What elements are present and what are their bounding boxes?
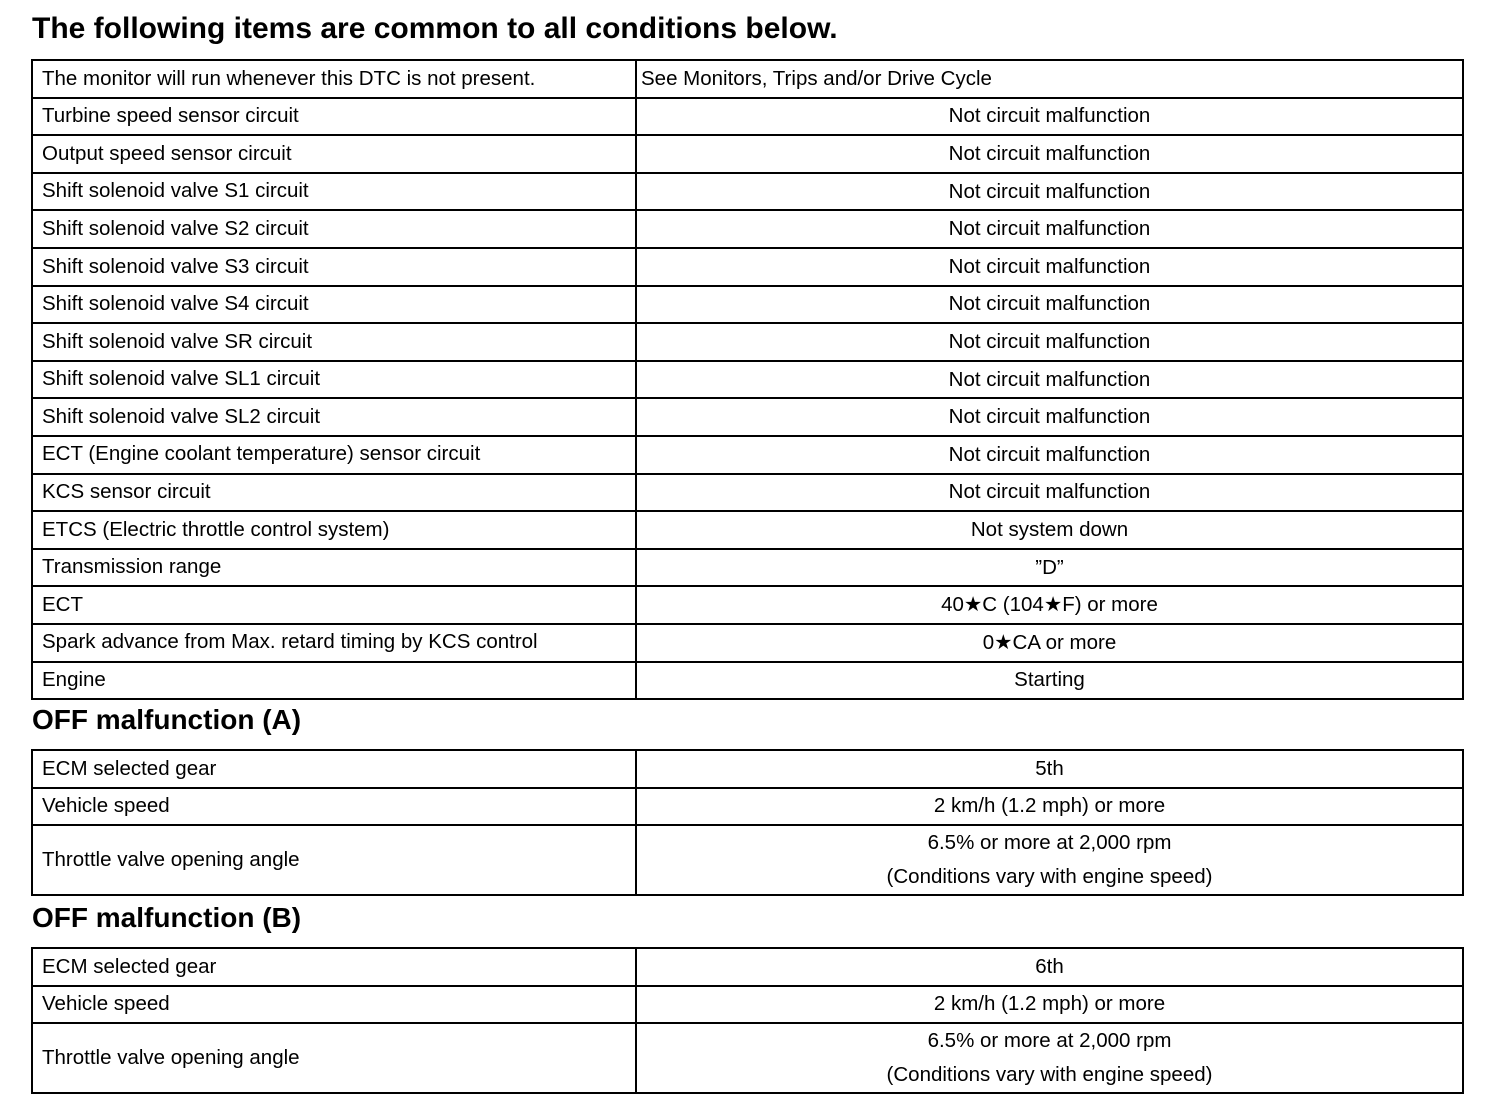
off-malfunction-b-table <box>31 947 1464 1094</box>
condition-item: Shift solenoid valve S2 circuit <box>32 210 636 248</box>
condition-item: Throttle valve opening angle <box>32 825 636 895</box>
table-row <box>32 323 1463 361</box>
condition-value: Not circuit malfunction <box>636 210 1463 248</box>
condition-item: Vehicle speed <box>32 986 636 1024</box>
condition-value: Not circuit malfunction <box>636 361 1463 399</box>
table-row <box>32 436 1463 474</box>
table-row <box>32 624 1463 662</box>
table-row <box>32 511 1463 549</box>
table-row <box>32 210 1463 248</box>
condition-value-line: 6.5% or more at 2,000 rpm <box>927 831 1172 855</box>
condition-item: Turbine speed sensor circuit <box>32 98 636 136</box>
condition-value: Not circuit malfunction <box>636 98 1463 136</box>
condition-value-note: (Conditions vary with engine speed) <box>886 865 1213 889</box>
condition-item: Throttle valve opening angle <box>32 1023 636 1093</box>
table-row <box>32 248 1463 286</box>
condition-value: Not circuit malfunction <box>636 398 1463 436</box>
condition-item: Shift solenoid valve SR circuit <box>32 323 636 361</box>
off-malfunction-b-heading: OFF malfunction (B) <box>32 902 302 933</box>
condition-item: Spark advance from Max. retard timing by KCS control <box>32 624 636 662</box>
table-row <box>32 825 1463 895</box>
condition-value: Starting <box>636 662 1463 700</box>
condition-item: Transmission range <box>32 549 636 587</box>
table-row <box>32 1023 1463 1093</box>
condition-item: Shift solenoid valve S4 circuit <box>32 286 636 324</box>
condition-value <box>636 1023 1463 1093</box>
condition-item: ECM selected gear <box>32 948 636 986</box>
condition-item: Shift solenoid valve S1 circuit <box>32 173 636 211</box>
condition-value: 6th <box>636 948 1463 986</box>
condition-value: Not circuit malfunction <box>636 248 1463 286</box>
condition-item: Vehicle speed <box>32 788 636 826</box>
table-row <box>32 361 1463 399</box>
condition-value-note: (Conditions vary with engine speed) <box>886 1063 1213 1087</box>
condition-value: See Monitors, Trips and/or Drive Cycle <box>636 60 1463 98</box>
table-row <box>32 986 1463 1024</box>
table-row <box>32 474 1463 512</box>
condition-value: ”D” <box>636 549 1463 587</box>
table-row <box>32 173 1463 211</box>
condition-value-line: 6.5% or more at 2,000 rpm <box>927 1029 1172 1053</box>
table-row <box>32 549 1463 587</box>
condition-value: Not circuit malfunction <box>636 474 1463 512</box>
table-row <box>32 586 1463 624</box>
table-row <box>32 948 1463 986</box>
condition-value: Not circuit malfunction <box>636 135 1463 173</box>
condition-value: Not circuit malfunction <box>636 173 1463 211</box>
table-row <box>32 662 1463 700</box>
condition-item: ECT (Engine coolant temperature) sensor circuit <box>32 436 636 474</box>
table-row <box>32 398 1463 436</box>
off-malfunction-a-heading: OFF malfunction (A) <box>32 704 302 735</box>
condition-value: Not circuit malfunction <box>636 286 1463 324</box>
table-row <box>32 135 1463 173</box>
table-row <box>32 788 1463 826</box>
condition-value: Not circuit malfunction <box>636 436 1463 474</box>
table-row <box>32 286 1463 324</box>
condition-value: 2 km/h (1.2 mph) or more <box>636 986 1463 1024</box>
condition-item: ECM selected gear <box>32 750 636 788</box>
condition-value: Not circuit malfunction <box>636 323 1463 361</box>
off-malfunction-a-table <box>31 749 1464 896</box>
condition-value: 40★C (104★F) or more <box>636 586 1463 624</box>
condition-value: 2 km/h (1.2 mph) or more <box>636 788 1463 826</box>
condition-item: The monitor will run whenever this DTC is not present. <box>32 60 636 98</box>
common-conditions-table <box>31 59 1464 700</box>
condition-value <box>636 825 1463 895</box>
condition-item: Engine <box>32 662 636 700</box>
table-row <box>32 750 1463 788</box>
condition-item: ECT <box>32 586 636 624</box>
condition-value: 0★CA or more <box>636 624 1463 662</box>
condition-item: Shift solenoid valve SL2 circuit <box>32 398 636 436</box>
condition-item: Shift solenoid valve SL1 circuit <box>32 361 636 399</box>
common-conditions-heading: The following items are common to all conditions below. <box>32 12 838 45</box>
condition-value: 5th <box>636 750 1463 788</box>
condition-item: KCS sensor circuit <box>32 474 636 512</box>
condition-item: Shift solenoid valve S3 circuit <box>32 248 636 286</box>
table-row <box>32 98 1463 136</box>
condition-value: Not system down <box>636 511 1463 549</box>
table-row <box>32 60 1463 98</box>
condition-item: Output speed sensor circuit <box>32 135 636 173</box>
condition-item: ETCS (Electric throttle control system) <box>32 511 636 549</box>
